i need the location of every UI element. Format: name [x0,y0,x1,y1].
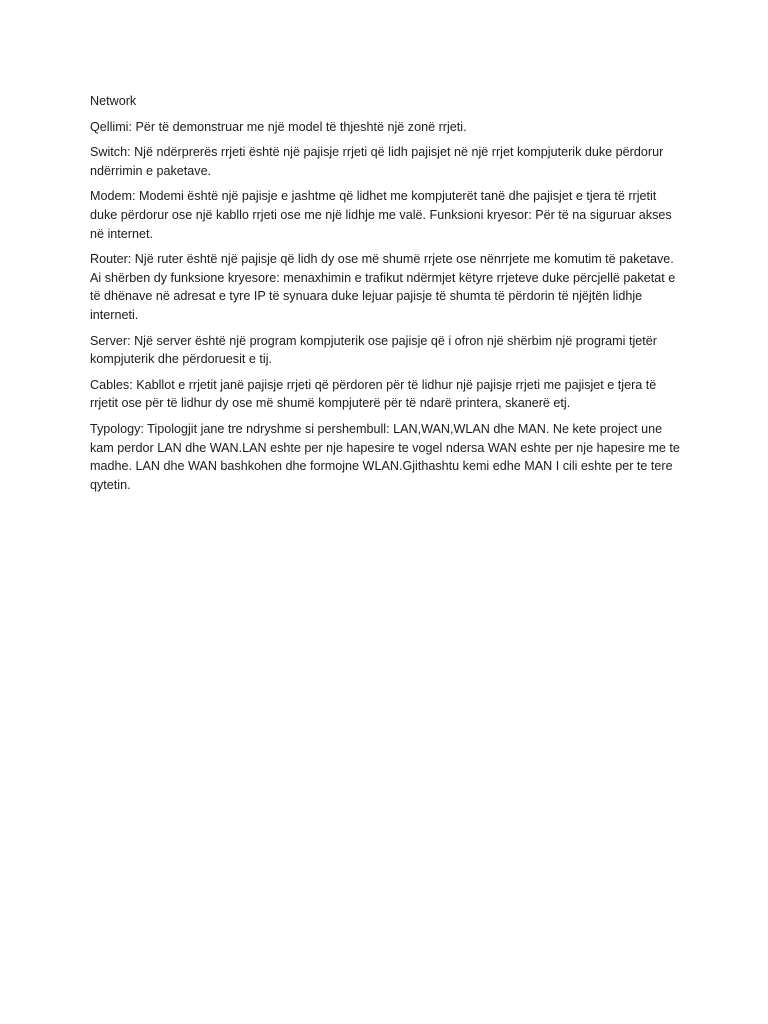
paragraph-typology: Typology: Tipologjit jane tre ndryshme si pershembull: LAN,WAN,WLAN dhe MAN. Ne kete project une kam perdor LAN dhe WAN.LAN eshte per nje hapesire te vogel ndersa WAN eshte per nje hapesire me te madhe. LAN dhe WAN bashkohen dhe formojne WLAN.Gjithashtu kemi edhe MAN I cili eshte per te tere qytetin. [90,421,680,492]
document-page [90,92,686,501]
paragraph-cables: Cables: Kabllot e rrjetit janë pajisje rrjeti që përdoren për të lidhur një pajisje rrjeti me pajisjet e tjera të rrjetit ose për të lidhur dy ose më shumë kompjuterë për të ndarë printera, skanerë etj. [90,377,657,411]
document-title: Network [90,94,137,108]
paragraph-modem: Modem: Modemi është një pajisje e jashtme që lidhet me kompjuterët tanë dhe pajisjet e tjera të rrjetit duke përdorur ose një kabllo rrjeti ose me një lidhje me valë. Funksioni kryesor: Për të na siguruar akses në internet. [90,189,672,241]
paragraph-qellimi: Qellimi: Për të demonstruar me një model të thjeshtë një zonë rrjeti. [90,119,467,134]
paragraph-switch: Switch: Një ndërprerës rrjeti është një pajisje rrjeti që lidh pajisjet në një rrjet kompjuterik duke përdorur ndërrimin e paketave. [90,145,664,178]
paragraph-router: Router: Një ruter është një pajisje që lidh dy ose më shumë rrjete ose nënrrjete me komutim të paketave. Ai shërben dy funksione kryesore: menaxhimin e trafikut ndërmjet këtyre rrjeteve duke përcjellë paketat e të dhënave në adresat e tyre IP të synuara duke lejuar pajisje të shumta të përdorin të njëjtën lidhje interneti. [90,252,676,322]
paragraph-server: Server: Një server është një program kompjuterik ose pajisje që i ofron një shërbim një programi tjetër kompjuterik dhe përdoruesit e tij. [90,333,657,367]
